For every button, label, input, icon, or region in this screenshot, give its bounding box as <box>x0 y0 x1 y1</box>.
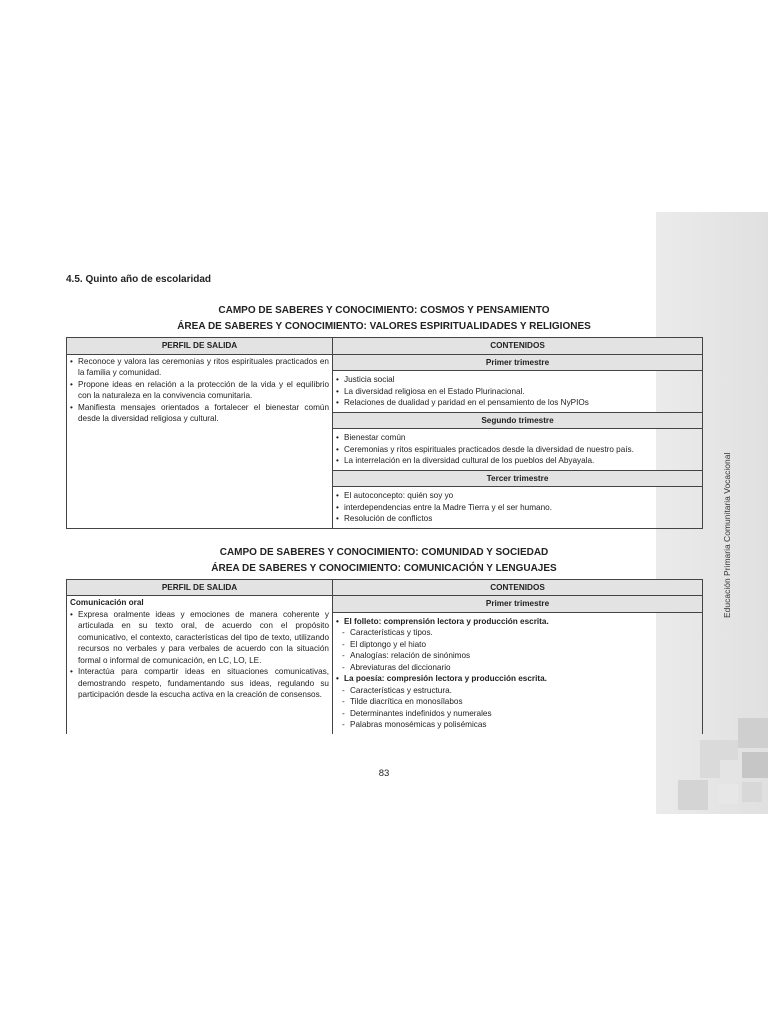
content-item: • La diversidad religiosa en el Estado Plurinacional. <box>336 386 699 398</box>
perfil-item: • Manifiesta mensajes orientados a fortalecer el bienestar común desde la diversidad religiosa y cultural. <box>70 402 329 425</box>
content-item: • interdependencias entre la Madre Tierra y el ser humano. <box>336 502 699 514</box>
col-perfil-header: PERFIL DE SALIDA <box>67 579 333 596</box>
trimester-header: Segundo trimestre <box>333 412 703 429</box>
col-contenidos-header: CONTENIDOS <box>333 338 703 355</box>
topic-title: • La poesía: compresión lectora y producción escrita. <box>336 673 699 685</box>
decor-square <box>738 718 768 748</box>
block-spacer <box>66 529 702 545</box>
content-item: • El autoconcepto: quién soy yo <box>336 490 699 502</box>
content-item: • Justicia social <box>336 374 699 386</box>
running-title-text: Educación Primaria Comunitaria Vocacional <box>722 452 732 618</box>
content-item: • Bienestar común <box>336 432 699 444</box>
page-content <box>66 274 702 734</box>
area-title-1: ÁREA DE SABERES Y CONOCIMIENTO: VALORES ESPIRITUALIDADES Y RELIGIONES <box>177 321 591 332</box>
content-item: • Ceremonias y ritos espirituales practicados desde la diversidad de nuestro país. <box>336 444 699 456</box>
col-perfil-header: PERFIL DE SALIDA <box>67 338 333 355</box>
topic-title: • El folleto: comprensión lectora y producción escrita. <box>336 616 699 628</box>
section-heading: 4.5. Quinto año de escolaridad <box>66 274 212 285</box>
curriculum-table-1 <box>66 337 703 529</box>
trimester-header: Primer trimestre <box>333 596 703 613</box>
subtopic-item: - Abreviaturas del diccionario <box>336 662 699 674</box>
content-item: • Resolución de conflictos <box>336 513 699 525</box>
trimester-header: Tercer trimestre <box>333 470 703 487</box>
decor-square <box>678 780 708 810</box>
col-contenidos-header: CONTENIDOS <box>333 579 703 596</box>
perfil-item: • Interactúa para compartir ideas en situaciones comunicativas, demostrando respeto, fundamentando sus ideas, regulando su participación desde la escucha activa en la creación de consensos. <box>70 666 329 701</box>
area-title-2: ÁREA DE SABERES Y CONOCIMIENTO: COMUNICACIÓN Y LENGUAJES <box>211 562 557 574</box>
perfil-item: • Reconoce y valora las ceremonias y ritos espirituales practicados en la familia y comunidad. <box>70 356 329 379</box>
trimester-header: Primer trimestre <box>333 354 703 371</box>
content-item: • La interrelación en la diversidad cultural de los pueblos del Abyayala. <box>336 455 699 467</box>
decor-square <box>742 782 762 802</box>
subtopic-item: - Analogías: relación de sinónimos <box>336 650 699 662</box>
perfil-item: • Expresa oralmente ideas y emociones de manera coherente y articulada en su texto oral, de acuerdo con el propósito comunicativo, el contexto, características del tipo de texto, utilizando recursos no verbales y para verbales de acuerdo con la situación formal o informal de comunicación, en LC, LO, LE. <box>70 609 329 667</box>
page-number: 83 <box>378 768 390 779</box>
perfil-cell <box>67 354 333 528</box>
subtopic-item: - Palabras monosémicas y polisémicas <box>336 719 699 731</box>
perfil-cell <box>67 596 333 734</box>
campo-title-2: CAMPO DE SABERES Y CONOCIMIENTO: COMUNIDAD Y SOCIEDAD <box>219 546 549 558</box>
content-item: • Relaciones de dualidad y paridad en el pensamiento de los NyPIOs <box>336 397 699 409</box>
trimester-contents <box>333 487 703 529</box>
subtopic-item: - El diptongo y el hiato <box>336 639 699 651</box>
curriculum-table-2 <box>66 579 703 734</box>
vertical-running-title <box>722 428 736 618</box>
trimester-contents <box>333 371 703 413</box>
subtopic-item: - Determinantes indefinidos y numerales <box>336 708 699 720</box>
perfil-item: • Propone ideas en relación a la protección de la vida y el equilibrio con la naturaleza en la convivencia comunitaria. <box>70 379 329 402</box>
perfil-heading: Comunicación oral <box>70 598 144 607</box>
trimester-contents <box>333 612 703 734</box>
subtopic-item: - Características y tipos. <box>336 627 699 639</box>
decor-square <box>718 784 738 804</box>
subtopic-item: - Tilde diacrítica en monosílabos <box>336 696 699 708</box>
subtopic-item: - Características y estructura. <box>336 685 699 697</box>
trimester-contents <box>333 429 703 471</box>
campo-title-1: CAMPO DE SABERES Y CONOCIMIENTO: COSMOS Y PENSAMIENTO <box>218 305 550 316</box>
